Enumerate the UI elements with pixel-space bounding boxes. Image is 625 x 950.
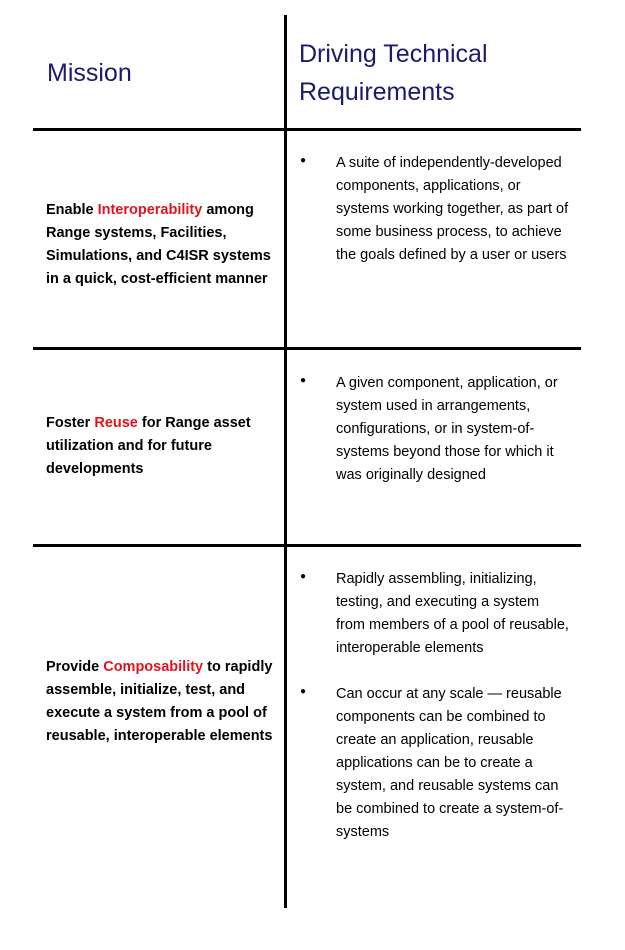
- header-divider: [33, 128, 581, 131]
- list-item: ● A given component, application, or system used in arrangements, configurations, or in system-of-systems beyond those for which it was originally designed: [300, 372, 570, 487]
- highlight-interoperability: Interoperability: [97, 202, 203, 218]
- requirements-cell-3: [300, 568, 570, 844]
- highlight-reuse: Reuse: [94, 415, 138, 431]
- mission-cell-interoperability: Enable Interoperability among Range systems, Facilities, Simulations, and C4ISR systems in a quick, cost-efficient manner: [46, 202, 271, 287]
- requirements-cell-1: [300, 152, 570, 267]
- highlight-composability: Composability: [103, 659, 204, 675]
- row-divider-2: [33, 544, 581, 547]
- table-vertical-divider: [284, 15, 287, 908]
- row-divider-1: [33, 347, 581, 350]
- list-item: ● Rapidly assembling, initializing, testing, and executing a system from members of a pool of reusable, interoperable elements: [300, 568, 570, 660]
- bullet-icon: ●: [300, 375, 307, 386]
- list-item: ● A suite of independently-developed components, applications, or systems working together, as part of some business process, to achieve the goals defined by a user or users: [300, 152, 570, 267]
- requirements-cell-2: [300, 372, 570, 487]
- list-item: ● Can occur at any scale — reusable components can be combined to create an application, reusable applications can be to create a system, and reusable systems can be combined to create a system-of-systems: [300, 683, 570, 844]
- bullet-icon: ●: [300, 686, 307, 697]
- bullet-icon: ●: [300, 571, 307, 582]
- requirements-header: Driving Technical Requirements: [299, 40, 488, 106]
- mission-cell-composability: Provide Composability to rapidly assemble, initialize, test, and execute a system from a pool of reusable, interoperable elements: [46, 659, 273, 744]
- mission-header: Mission: [47, 59, 132, 87]
- mission-cell-reuse: Foster Reuse for Range asset utilization and for future developments: [46, 415, 251, 477]
- bullet-icon: ●: [300, 155, 307, 166]
